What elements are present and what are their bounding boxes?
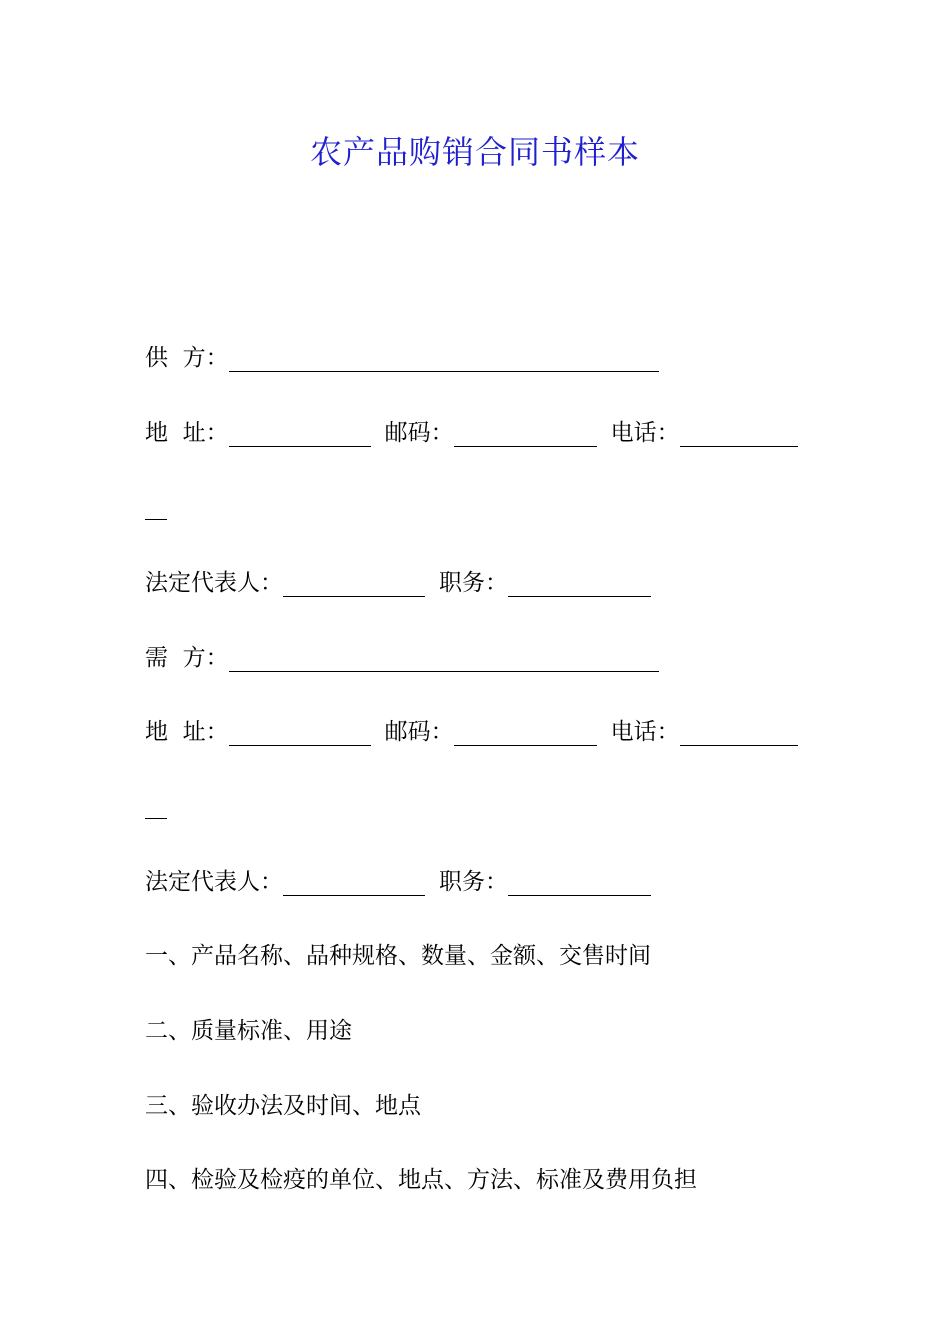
buyer-position-field[interactable] <box>508 869 651 896</box>
supplier-phone-field[interactable] <box>680 420 798 447</box>
buyer-phone-field-continuation <box>145 818 167 819</box>
supplier-address-label: 地 址： <box>145 420 229 446</box>
buyer-representative-field[interactable] <box>283 869 425 896</box>
section-heading-4: 四、检验及检疫的单位、地点、方法、标准及费用负担 <box>145 1167 697 1193</box>
supplier-postcode-field[interactable] <box>454 420 597 447</box>
supplier-postcode-label: 邮码： <box>384 420 454 446</box>
supplier-phone-field-continuation <box>145 519 167 520</box>
section-heading-2: 二、质量标准、用途 <box>145 1018 352 1044</box>
buyer-postcode-label: 邮码： <box>384 719 454 745</box>
buyer-postcode-field[interactable] <box>454 719 597 746</box>
supplier-party-line <box>145 342 659 374</box>
supplier-representative-label: 法定代表人： <box>145 570 283 596</box>
buyer-phone-field[interactable] <box>680 719 798 746</box>
supplier-party-label: 供 方： <box>145 345 229 371</box>
buyer-position-label: 职务： <box>439 869 508 895</box>
supplier-position-label: 职务： <box>439 570 508 596</box>
supplier-representative-field[interactable] <box>283 570 425 597</box>
buyer-party-label: 需 方： <box>145 645 229 671</box>
buyer-phone-label: 电话： <box>610 719 680 745</box>
document-title: 农产品购销合同书样本 <box>309 133 640 171</box>
buyer-address-label: 地 址： <box>145 719 229 745</box>
buyer-address-line <box>145 716 798 748</box>
buyer-party-line <box>145 642 659 674</box>
section-heading-3: 三、验收办法及时间、地点 <box>145 1093 421 1119</box>
supplier-position-field[interactable] <box>508 570 651 597</box>
buyer-representative-label: 法定代表人： <box>145 869 283 895</box>
section-heading-1: 一、产品名称、品种规格、数量、金额、交售时间 <box>145 943 651 969</box>
buyer-party-field[interactable] <box>229 645 659 672</box>
supplier-address-line <box>145 417 798 449</box>
supplier-phone-label: 电话： <box>610 420 680 446</box>
supplier-representative-line <box>145 567 651 599</box>
buyer-address-field[interactable] <box>229 719 371 746</box>
supplier-party-field[interactable] <box>229 345 659 372</box>
buyer-representative-line <box>145 866 651 898</box>
supplier-address-field[interactable] <box>229 420 371 447</box>
